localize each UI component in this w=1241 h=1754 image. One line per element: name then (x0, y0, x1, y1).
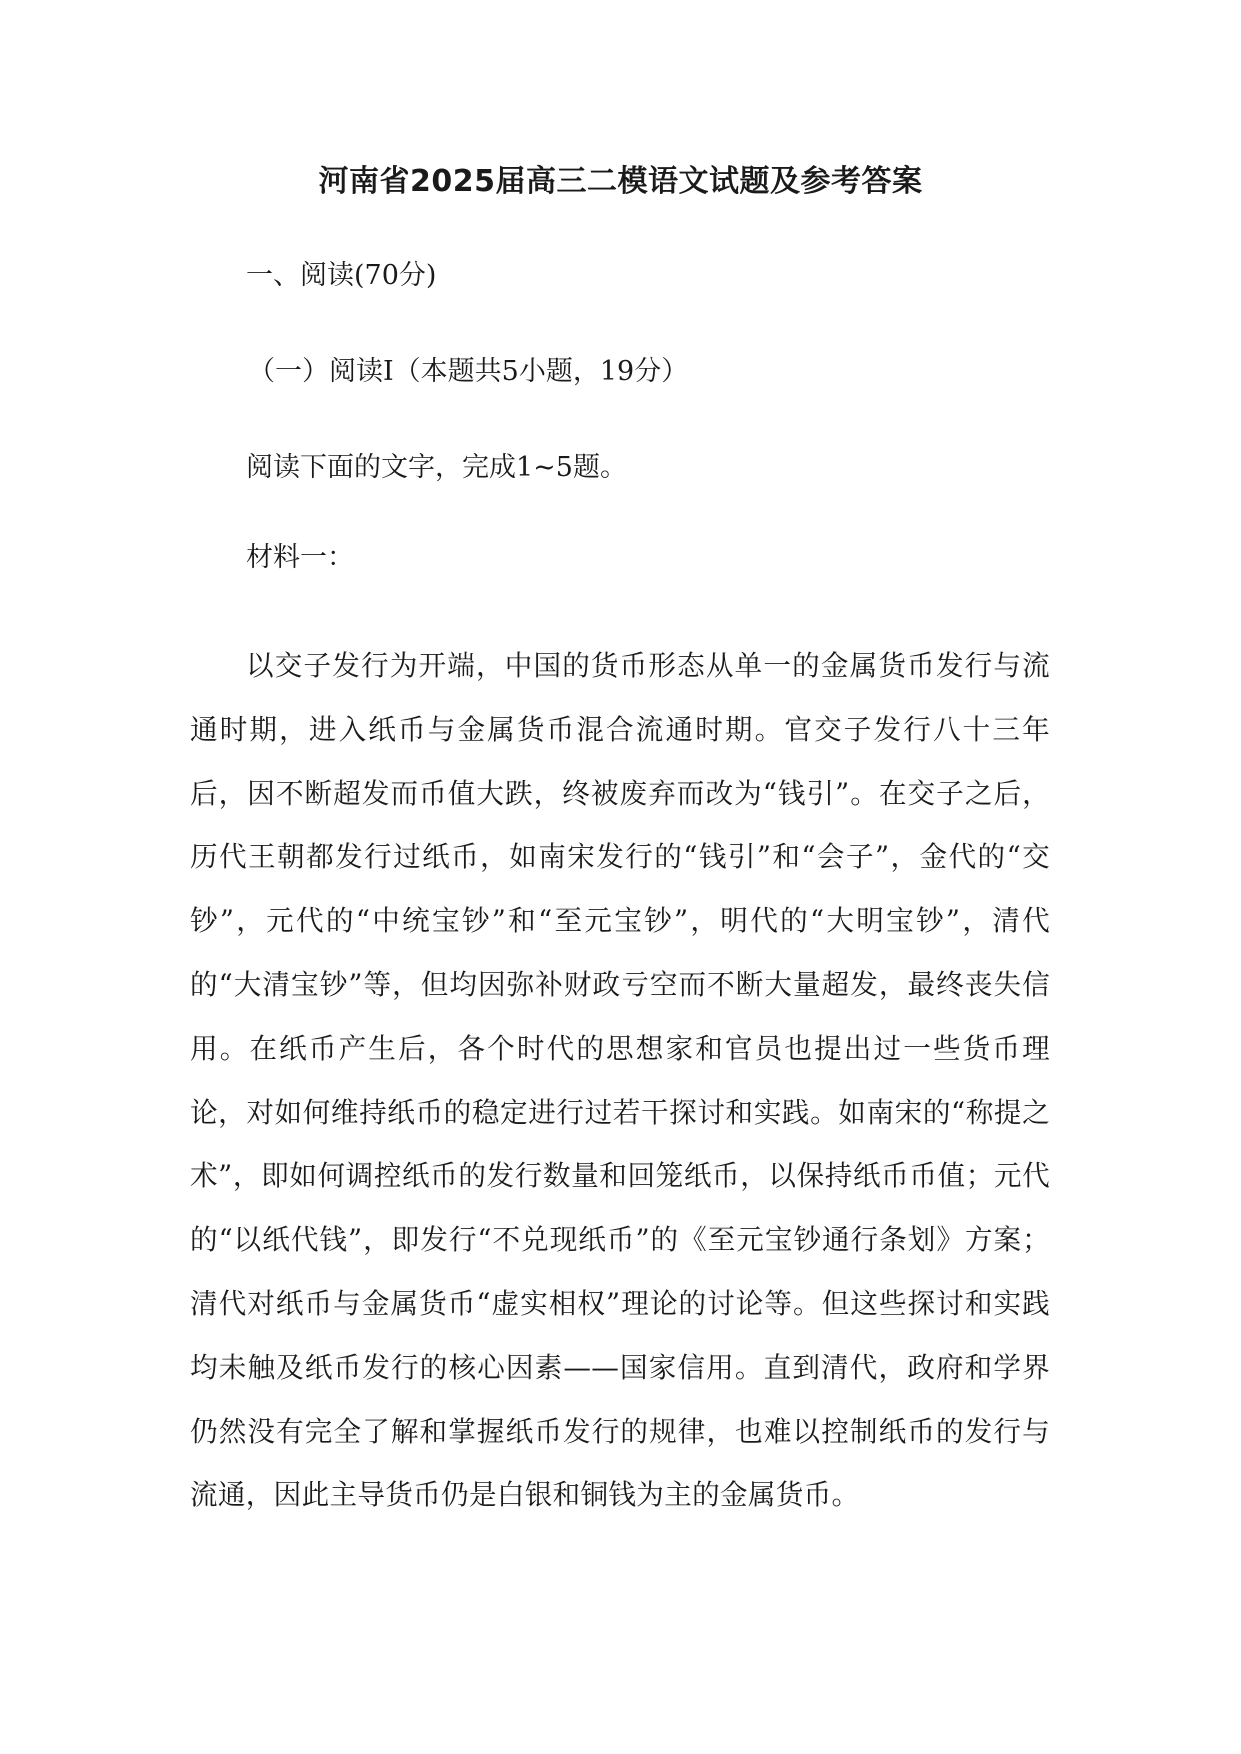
section-heading: 一、阅读(70分) (246, 260, 437, 291)
material-passage: 以交子发行为开端，中国的货币形态从单一的金属货币发行与流通时期，进入纸币与金属货币混合流通时期。官交子发行八十三年后，因不断超发而币值大跌，终被废弃而改为“钱引”。在交子之后，历代王朝都发行过纸币，如南宋发行的“钱引”和“会子”，金代的“交钞”，元代的“中统宝钞”和“至元宝钞”，明代的“大明宝钞”，清代的“大清宝钞”等，但均因弥补财政亏空而不断大量超发，最终丧失信用。在纸币产生后，各个时代的思想家和官员也提出过一些货币理论，对如何维持纸币的稳定进行过若干探讨和实践。如南宋的“称提之术”，即如何调控纸币的发行数量和回笼纸币，以保持纸币币值；元代的“以纸代钱”，即发行“不兑现纸币”的《至元宝钞通行条划》方案；清代对纸币与金属货币“虚实相权”理论的讨论等。但这些探讨和实践均未触及纸币发行的核心因素——国家信用。直到清代，政府和学界仍然没有完全了解和掌握纸币发行的规律，也难以控制纸币的发行与流通，因此主导货币仍是白银和铜钱为主的金属货币。 (190, 649, 1050, 1512)
reading-instruction: 阅读下面的文字，完成1~5题。 (246, 452, 627, 483)
document-title: 河南省2025届高三二模语文试题及参考答案 (318, 164, 923, 199)
material-label: 材料一： (246, 542, 354, 573)
sub-section-heading: （一）阅读Ⅰ（本题共5小题，19分） (248, 356, 689, 387)
